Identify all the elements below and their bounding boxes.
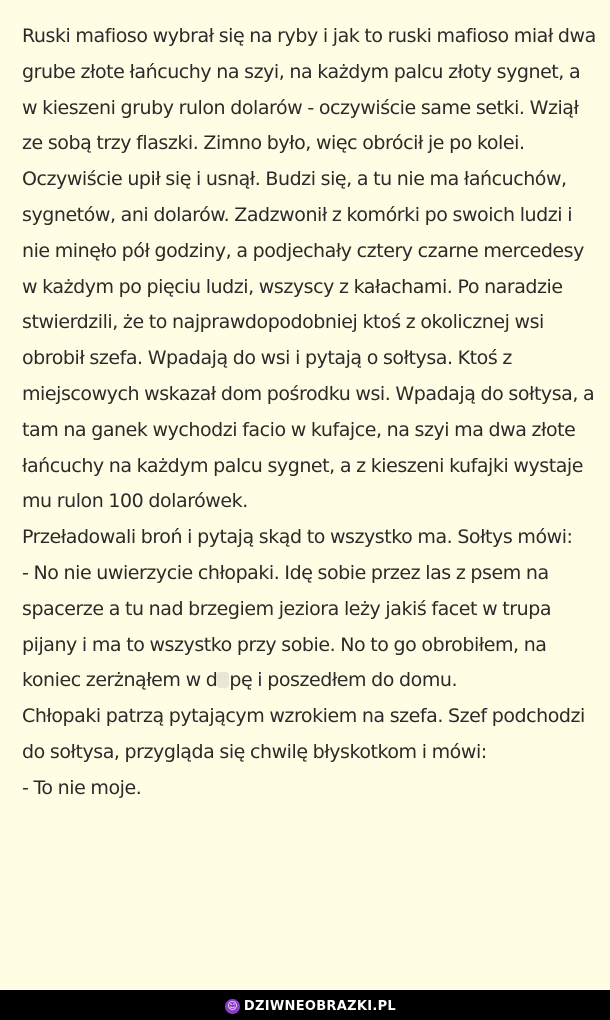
story-text (22, 19, 596, 807)
brand-watermark[interactable] (225, 996, 396, 1016)
footer-bar (0, 990, 610, 1020)
story-part-1: Ruski mafioso wybrał się na ryby i jak to ruski mafioso miał dwa grube złote łańcuchy na szyi, na każdym palcu złoty sygnet, a w kieszeni gruby rulon dolarów - oczywiście same setki. Wziął ze sobą trzy flaszki. Zimno było, więc obrócił je po kolei. Oczywiście upił się i usnął. Budzi się, a tu nie ma łańcuchów, sygnetów, ani dolarów. Zadzwonił z komórki po swoich ludzi i nie minęło pół godziny, a podjechały cztery czarne mercedesy w każdym po pięciu ludzi, wszyscy z kałachami. Po naradzie stwierdzili, że to najprawdopodobniej ktoś z okolicznej wsi obrobił szefa. Wpadają do wsi i pytają o sołtysa. Ktoś z miejscowych wskazał dom pośrodku wsi. Wpadają do sołtysa, a tam na ganek wychodzi facio w kufajce, na szyi ma dwa złote łańcuchy na każdym palcu sygnet, a z kieszeni kufajki wystaje mu rulon 100 dolarówek. Przeładowali broń i pytają skąd to wszystko ma. Sołtys mówi: - No nie uwierzycie chłopaki. Idę sobie przez las z psem na spacerze a tu nad brzegiem jeziora leży jakiś facet w trupa pijany i ma to wszystko przy sobie. No to go obrobiłem, na koniec zerżnąłem w d (22, 25, 596, 692)
brand-text: DZIWNEOBRAZKI.PL (243, 998, 396, 1014)
censored-word (217, 672, 229, 688)
dziwneobrazki-logo-icon: ☺ (225, 999, 240, 1014)
story-paragraph (22, 19, 596, 807)
story-part-2: pę i poszedłem do domu. Chłopaki patrzą pytającym wzrokiem na szefa. Szef podchodzi do sołtysa, przygląda się chwilę błyskotkom i mówi: - To nie moje. (22, 669, 585, 799)
